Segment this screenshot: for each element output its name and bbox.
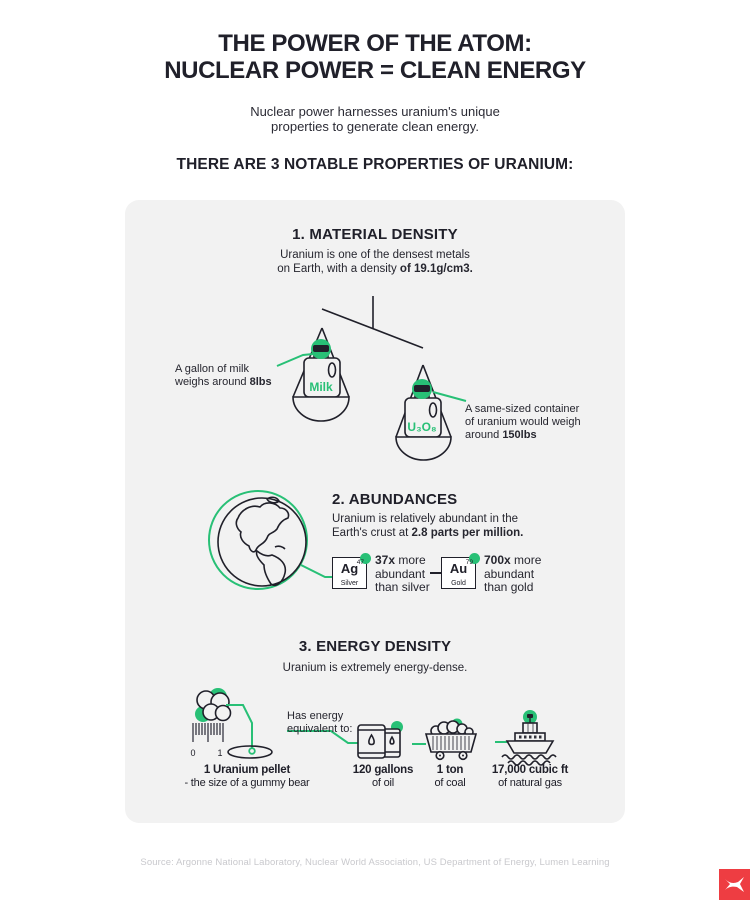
silver-stat-rest: more bbox=[395, 553, 426, 567]
subtitle-line-1: Nuclear power harnesses uranium's unique bbox=[250, 104, 500, 119]
equivalence-note bbox=[287, 710, 352, 736]
ruler-icon bbox=[193, 723, 223, 742]
pellet-point bbox=[249, 748, 255, 754]
milk-note bbox=[175, 363, 272, 389]
silver-stat-line3: than silver bbox=[375, 580, 430, 594]
silver-multiplier: 37x bbox=[375, 553, 396, 567]
left-bowl bbox=[293, 397, 349, 421]
milk-weight-value: 8lbs bbox=[249, 376, 272, 388]
uranium-weight-value: 150lbs bbox=[502, 429, 537, 441]
gold-symbol: Au bbox=[449, 561, 468, 576]
section2-body bbox=[332, 512, 523, 540]
section3-heading: 3. ENERGY DENSITY bbox=[298, 638, 452, 655]
logo-x-icon bbox=[719, 869, 750, 900]
milk-jug-label: Milk bbox=[309, 380, 333, 394]
gold-stat-line3: than gold bbox=[484, 580, 534, 594]
silver-atomic-number: 47 bbox=[356, 559, 364, 566]
section3-body: Uranium is extremely energy-dense. bbox=[282, 662, 468, 674]
section2-heading: 2. ABUNDANCES bbox=[332, 491, 458, 508]
silver-stat-line2: abundant bbox=[375, 566, 426, 581]
pellet-label-normal: - the size of a gummy bear bbox=[184, 777, 310, 789]
oil-label-bold: 120 gallons bbox=[352, 764, 414, 776]
silver-symbol: Ag bbox=[340, 561, 359, 576]
milk-note-line1: A gallon of milk bbox=[175, 363, 249, 375]
uranium-note-line1: A same-sized container bbox=[465, 403, 580, 415]
title-line-1: THE POWER OF THE ATOM: bbox=[218, 30, 532, 57]
equivalence-note-line1: Has energy bbox=[287, 710, 344, 722]
uranium-note-line2: of uranium would weigh bbox=[465, 416, 581, 428]
gold-stat-line2: abundant bbox=[484, 566, 535, 581]
section2-body-line1: Uranium is relatively abundant in the bbox=[332, 513, 519, 525]
section1-body-line1: Uranium is one of the densest metals bbox=[280, 249, 470, 261]
gold-stat-rest: more bbox=[510, 553, 542, 567]
gas-label-bold: 17,000 cubic ft bbox=[491, 764, 569, 776]
pellet-label-bold: 1 Uranium pellet bbox=[203, 764, 291, 776]
gold-element-tile bbox=[441, 557, 476, 589]
properties-card bbox=[125, 200, 625, 823]
milk-jug-icon bbox=[304, 339, 340, 397]
gold-connector-dash bbox=[430, 572, 441, 574]
silver-stat bbox=[375, 554, 430, 595]
uranium-note-line3: around bbox=[465, 429, 503, 441]
uranium-pellet-icon bbox=[195, 688, 231, 722]
oil-label-normal: of oil bbox=[371, 777, 395, 789]
uranium-note bbox=[465, 403, 581, 442]
xm-logo bbox=[719, 869, 750, 900]
title-line-2: NUCLEAR POWER = CLEAN ENERGY bbox=[164, 57, 586, 84]
oil-barrels-icon bbox=[358, 721, 403, 758]
section1-heading: 1. MATERIAL DENSITY bbox=[292, 226, 458, 243]
gas-label bbox=[455, 764, 605, 790]
section2-body-line2: Earth's crust at bbox=[332, 527, 412, 539]
gold-atomic-number: 79 bbox=[465, 559, 473, 566]
page-title bbox=[0, 30, 750, 84]
coal-cart-icon bbox=[426, 719, 476, 760]
milk-note-line2: weighs around bbox=[175, 376, 250, 388]
section1-body bbox=[125, 248, 625, 276]
lng-ship-icon bbox=[502, 710, 556, 765]
gold-name: Gold bbox=[451, 580, 466, 587]
earth-icon bbox=[205, 488, 317, 600]
section1-density-value: of 19.1g/cm3. bbox=[399, 263, 473, 275]
gold-multiplier: 700x bbox=[484, 553, 511, 567]
right-bowl bbox=[396, 437, 451, 460]
silver-name: Silver bbox=[340, 580, 359, 587]
silver-element-tile bbox=[332, 557, 367, 589]
source-line: Source: Argonne National Laboratory, Nuclear World Association, US Department of Energy, Lumen Learning bbox=[140, 857, 610, 868]
earth-connector-line bbox=[301, 564, 335, 580]
gas-label-normal: of natural gas bbox=[498, 777, 562, 789]
coal-label-normal: of coal bbox=[434, 777, 466, 789]
gold-stat bbox=[484, 554, 541, 595]
ruler-zero-label: 0 bbox=[190, 748, 196, 758]
abundance-value: 2.8 parts per million. bbox=[411, 527, 524, 539]
section1-body-line2: on Earth, with a density bbox=[277, 263, 400, 275]
energy-equivalents-illustration bbox=[150, 685, 600, 767]
subtitle-line-2: properties to generate clean energy. bbox=[271, 119, 479, 134]
equivalence-note-line2: equivalent to: bbox=[287, 723, 353, 735]
uranium-jug-label: U₃O₈ bbox=[407, 420, 437, 434]
coal-label-bold: 1 ton bbox=[436, 764, 464, 776]
subtitle bbox=[0, 104, 750, 134]
properties-heading: THERE ARE 3 NOTABLE PROPERTIES OF URANIUM: bbox=[176, 156, 574, 173]
ruler-one-label: 1 bbox=[217, 748, 223, 758]
uranium-jug-icon bbox=[405, 379, 441, 437]
